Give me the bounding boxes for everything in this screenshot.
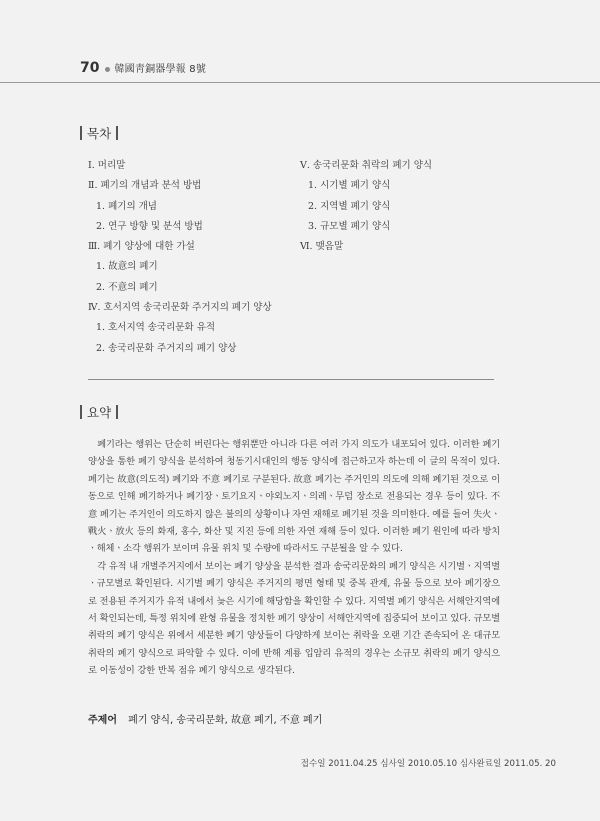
- header-rule: [0, 82, 600, 83]
- toc-subitem: 2. 송국리문화 주거지의 폐기 양상: [96, 342, 237, 354]
- keywords-label: 주제어: [88, 715, 117, 726]
- toc-item: Ⅴ. 송국리문화 취락의 폐기 양식: [300, 160, 433, 171]
- abstract-heading: [80, 403, 123, 421]
- toc-item: Ⅲ. 폐기 양상에 대한 가설: [88, 241, 195, 253]
- toc-item: Ⅳ. 호서지역 송국리문화 주거지의 폐기 양상: [88, 302, 272, 314]
- section-divider: [88, 379, 494, 380]
- heading-bar-left: [80, 126, 82, 140]
- toc-subitem: 1. 폐기의 개념: [96, 200, 157, 212]
- keywords-line: [88, 711, 322, 726]
- toc-subitem: 1. 호서지역 송국리문화 유적: [96, 322, 216, 334]
- submission-dates: 접수일 2011.04.25 심사일 2010.05.10 심사완료일 2011.05. 20: [300, 759, 556, 769]
- page-number: 70: [80, 60, 100, 76]
- toc-left-column: [88, 156, 308, 359]
- heading-bar-left: [80, 405, 82, 419]
- bullet-dot-icon: [105, 67, 110, 72]
- toc-heading: [80, 124, 123, 142]
- abstract-paragraph: 각 유적 내 개별주거지에서 보이는 폐기 양상을 분석한 결과 송국리문화의 폐기 양식은 시기별ㆍ지역별ㆍ규모별로 확인된다. 시기별 폐기 양식은 주거지의 평면 형태 및 중복 관계, 유물 등으로 보아 폐기장으로 전용된 주거지가 유적 내에서 늦은 시기에 해당함을 확인할 수 있다. 지역별 폐기 양식은 서해안지역에서 확인되는데, 특정 위치에 완형 유물을 정치한 폐기 양상이 서해안지역에 집중되어 보이고 있다. 규모별 취락의 폐기 양식은 위에서 세분한 폐기 양상들이 다양하게 보이는 취락을 오랜 기간 존속되어 온 대규모 취락의 폐기 양식으로 파악할 수 있다. 이에 반해 계룡 입암리 유적의 경우는 소규모 취락의 폐기 양식으로 이동성이 강한 반복 점유 폐기 양식으로 생각된다.: [88, 560, 500, 677]
- toc-subitem: 1. 故意의 폐기: [96, 261, 158, 273]
- toc-title: 목차: [87, 126, 112, 141]
- page-header: [80, 60, 206, 76]
- heading-bar-right: [116, 405, 118, 419]
- toc-right-column: [300, 156, 500, 257]
- heading-bar-right: [116, 126, 118, 140]
- toc-subitem: 2. 연구 방향 및 분석 방법: [96, 220, 203, 232]
- toc-item: Ⅰ. 머리말: [88, 160, 126, 171]
- toc-item: Ⅱ. 폐기의 개념과 분석 방법: [88, 180, 202, 192]
- abstract-paragraph: 폐기라는 행위는 단순히 버린다는 행위뿐만 아니라 다른 여러 가지 의도가 내포되어 있다. 이러한 폐기 양상을 통한 폐기 양식을 분석하여 청동기시대인의 행동 양식에 접근하고자 하는데 이 글의 목적이 있다. 폐기는 故意(의도적) 폐기와 不意 폐기로 구분된다. 故意 폐기는 주거인의 의도에 의해 폐기된 것으로 이동으로 인해 폐기하거나 폐기장ㆍ토기요지ㆍ야외노지ㆍ의례ㆍ무덤 장소로 전용되는 경우 등이 있다. 不意 폐기는 주거인이 의도하지 않은 불의의 상황이나 자연 재해로 폐기된 것을 의미한다. 예를 들어 失火ㆍ戰火ㆍ放火 등의 화재, 홍수, 화산 및 지진 등에 의한 자연 재해 등이 있다. 이러한 폐기 원인에 따라 방치ㆍ해체ㆍ소각 행위가 보이며 유물 위치 및 수량에 따라서도 구분될을 알 수 있다.: [88, 439, 500, 555]
- abstract-title: 요약: [87, 405, 112, 420]
- toc-subitem: 1. 시기별 폐기 양식: [308, 180, 391, 192]
- toc-item: Ⅵ. 맺음말: [300, 241, 344, 253]
- abstract-body: [88, 436, 500, 680]
- keywords-text: 폐기 양식, 송국리문화, 故意 폐기, 不意 폐기: [128, 715, 323, 726]
- journal-title: 韓國靑銅器學報 8號: [114, 64, 207, 75]
- toc-subitem: 2. 不意의 폐기: [96, 281, 158, 293]
- toc-subitem: 3. 규모별 폐기 양식: [308, 220, 391, 232]
- toc-subitem: 2. 지역별 폐기 양식: [308, 200, 391, 212]
